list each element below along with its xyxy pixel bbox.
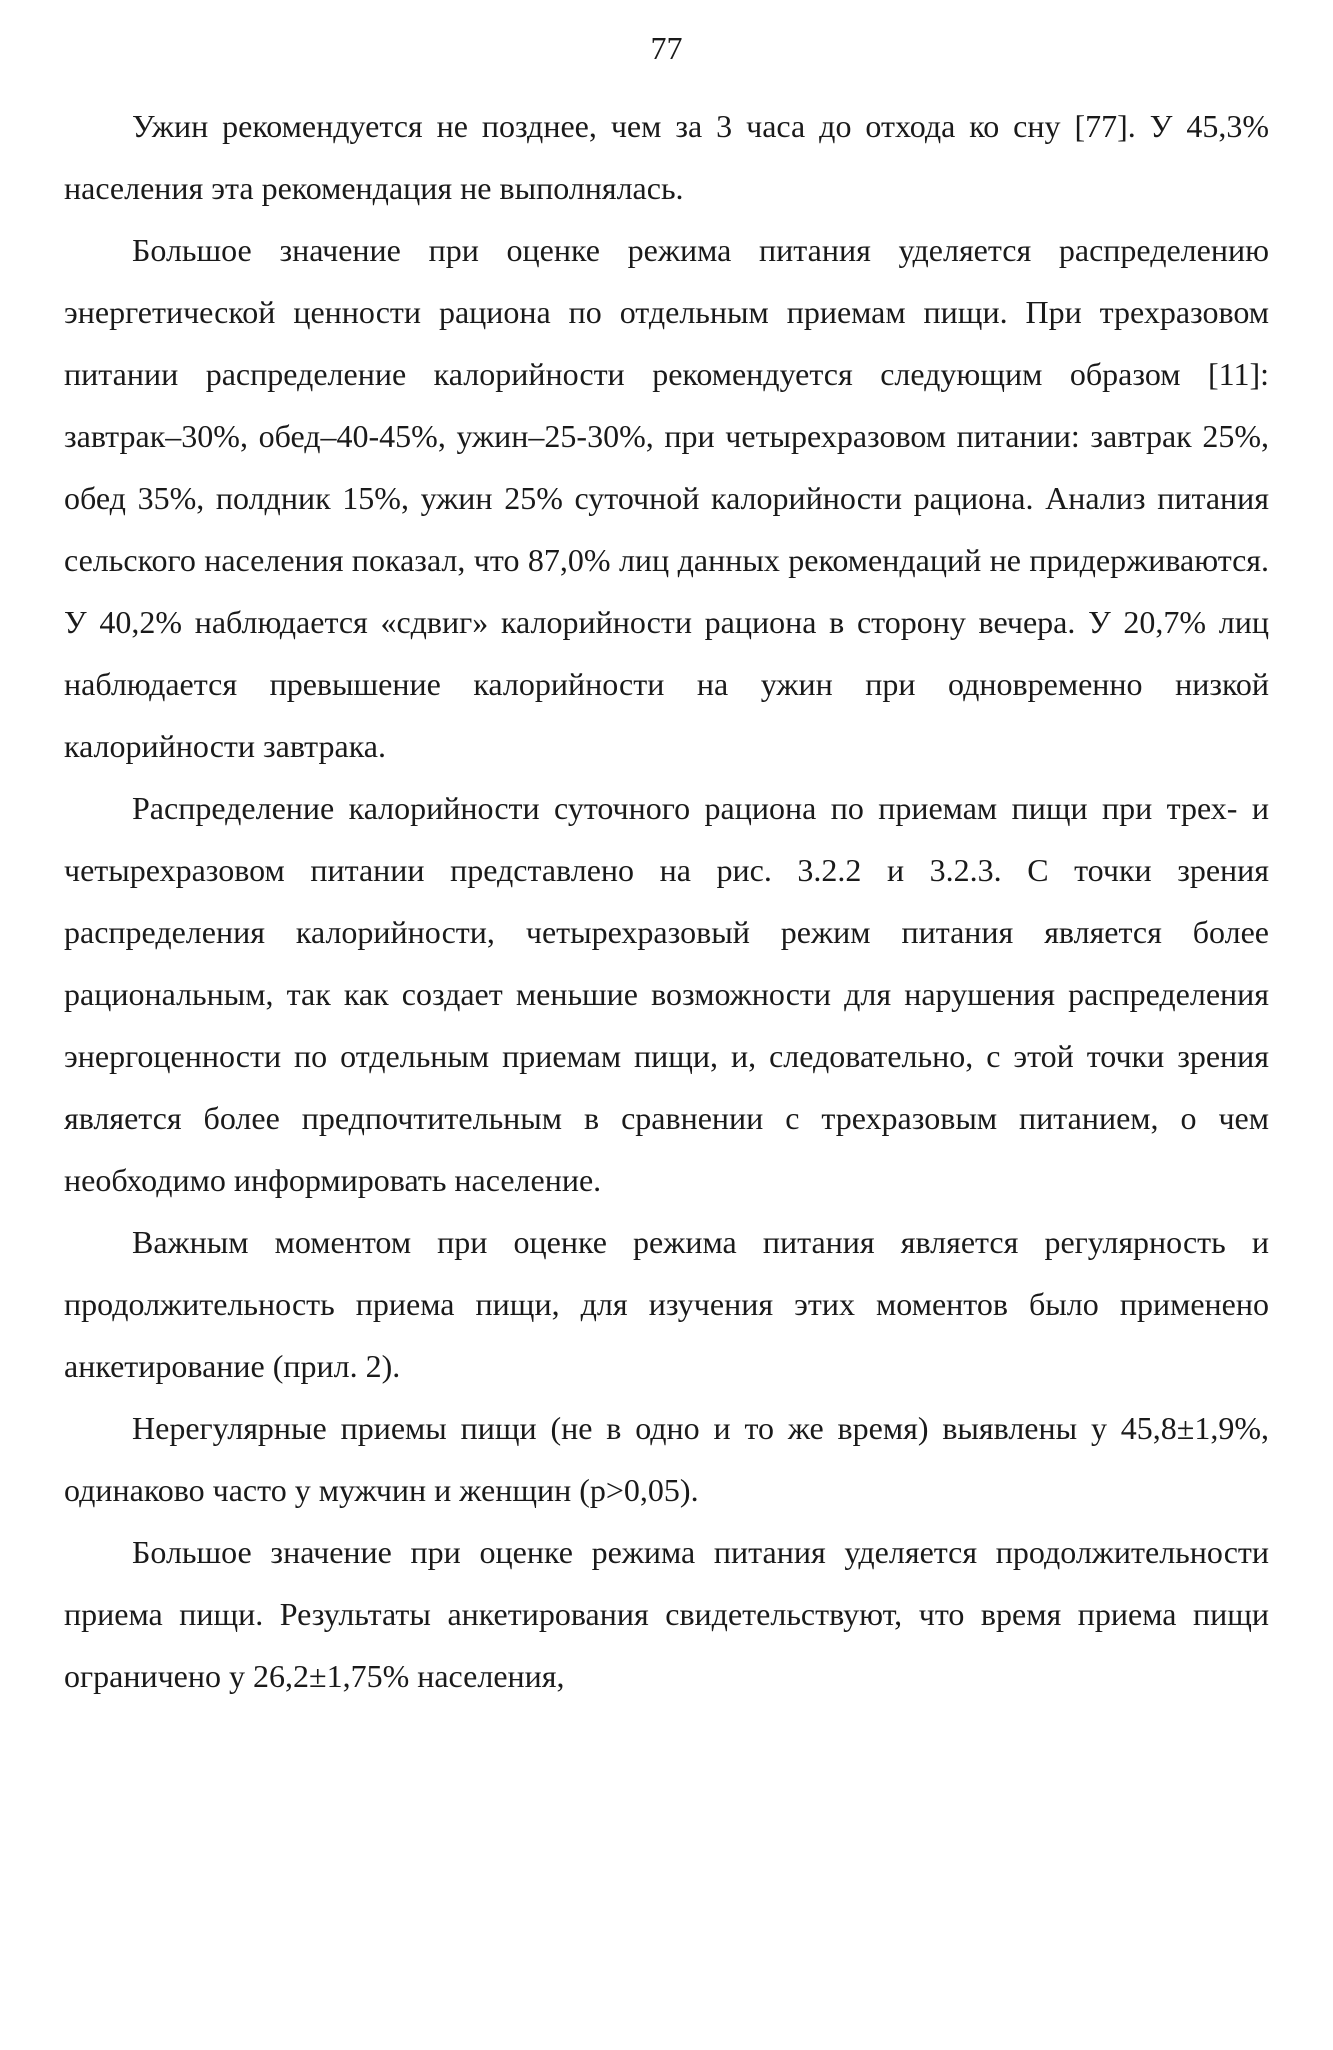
- paragraph: Большое значение при оценке режима питания уделяется распределению энергетической ценности рациона по отдельным приемам пищи. При трехразовом питании распределение калорийности рекомендуется следующим образом [11]: завтрак–30%, обед–40-45%, ужин–25-30%, при четырехразовом питании: завтрак 25%, обед 35%, полдник 15%, ужин 25% суточной калорийности рациона. Анализ питания сельского населения показал, что 87,0% лиц данных рекомендаций не придерживаются. У 40,2% наблюдается «сдвиг» калорийности рациона в сторону вечера. У 20,7% лиц наблюдается превышение калорийности на ужин при одновременно низкой калорийности завтрака.: [64, 232, 1269, 764]
- paragraph: Большое значение при оценке режима питания уделяется продолжительности приема пищи. Результаты анкетирования свидетельствуют, что время приема пищи ограничено у 26,2±1,75% населения,: [64, 1534, 1269, 1694]
- paragraph: Ужин рекомендуется не позднее, чем за 3 часа до отхода ко сну [77]. У 45,3% населения эта рекомендация не выполнялась.: [64, 108, 1269, 206]
- body-text: [64, 95, 1269, 1707]
- paragraph: Распределение калорийности суточного рациона по приемам пищи при трех- и четырехразовом питании представлено на рис. 3.2.2 и 3.2.3. С точки зрения распределения калорийности, четырехразовый режим питания является более рациональным, так как создает меньшие возможности для нарушения распределения энергоценности по отдельным приемам пищи, и, следовательно, с этой точки зрения является более предпочтительным в сравнении с трехразовым питанием, о чем необходимо информировать население.: [64, 790, 1269, 1198]
- paragraph: Нерегулярные приемы пищи (не в одно и то же время) выявлены у 45,8±1,9%, одинаково часто у мужчин и женщин (p>0,05).: [64, 1410, 1269, 1508]
- page-number: 77: [650, 30, 683, 66]
- paragraph: Важным моментом при оценке режима питания является регулярность и продолжительность приема пищи, для изучения этих моментов было применено анкетирование (прил. 2).: [64, 1224, 1269, 1384]
